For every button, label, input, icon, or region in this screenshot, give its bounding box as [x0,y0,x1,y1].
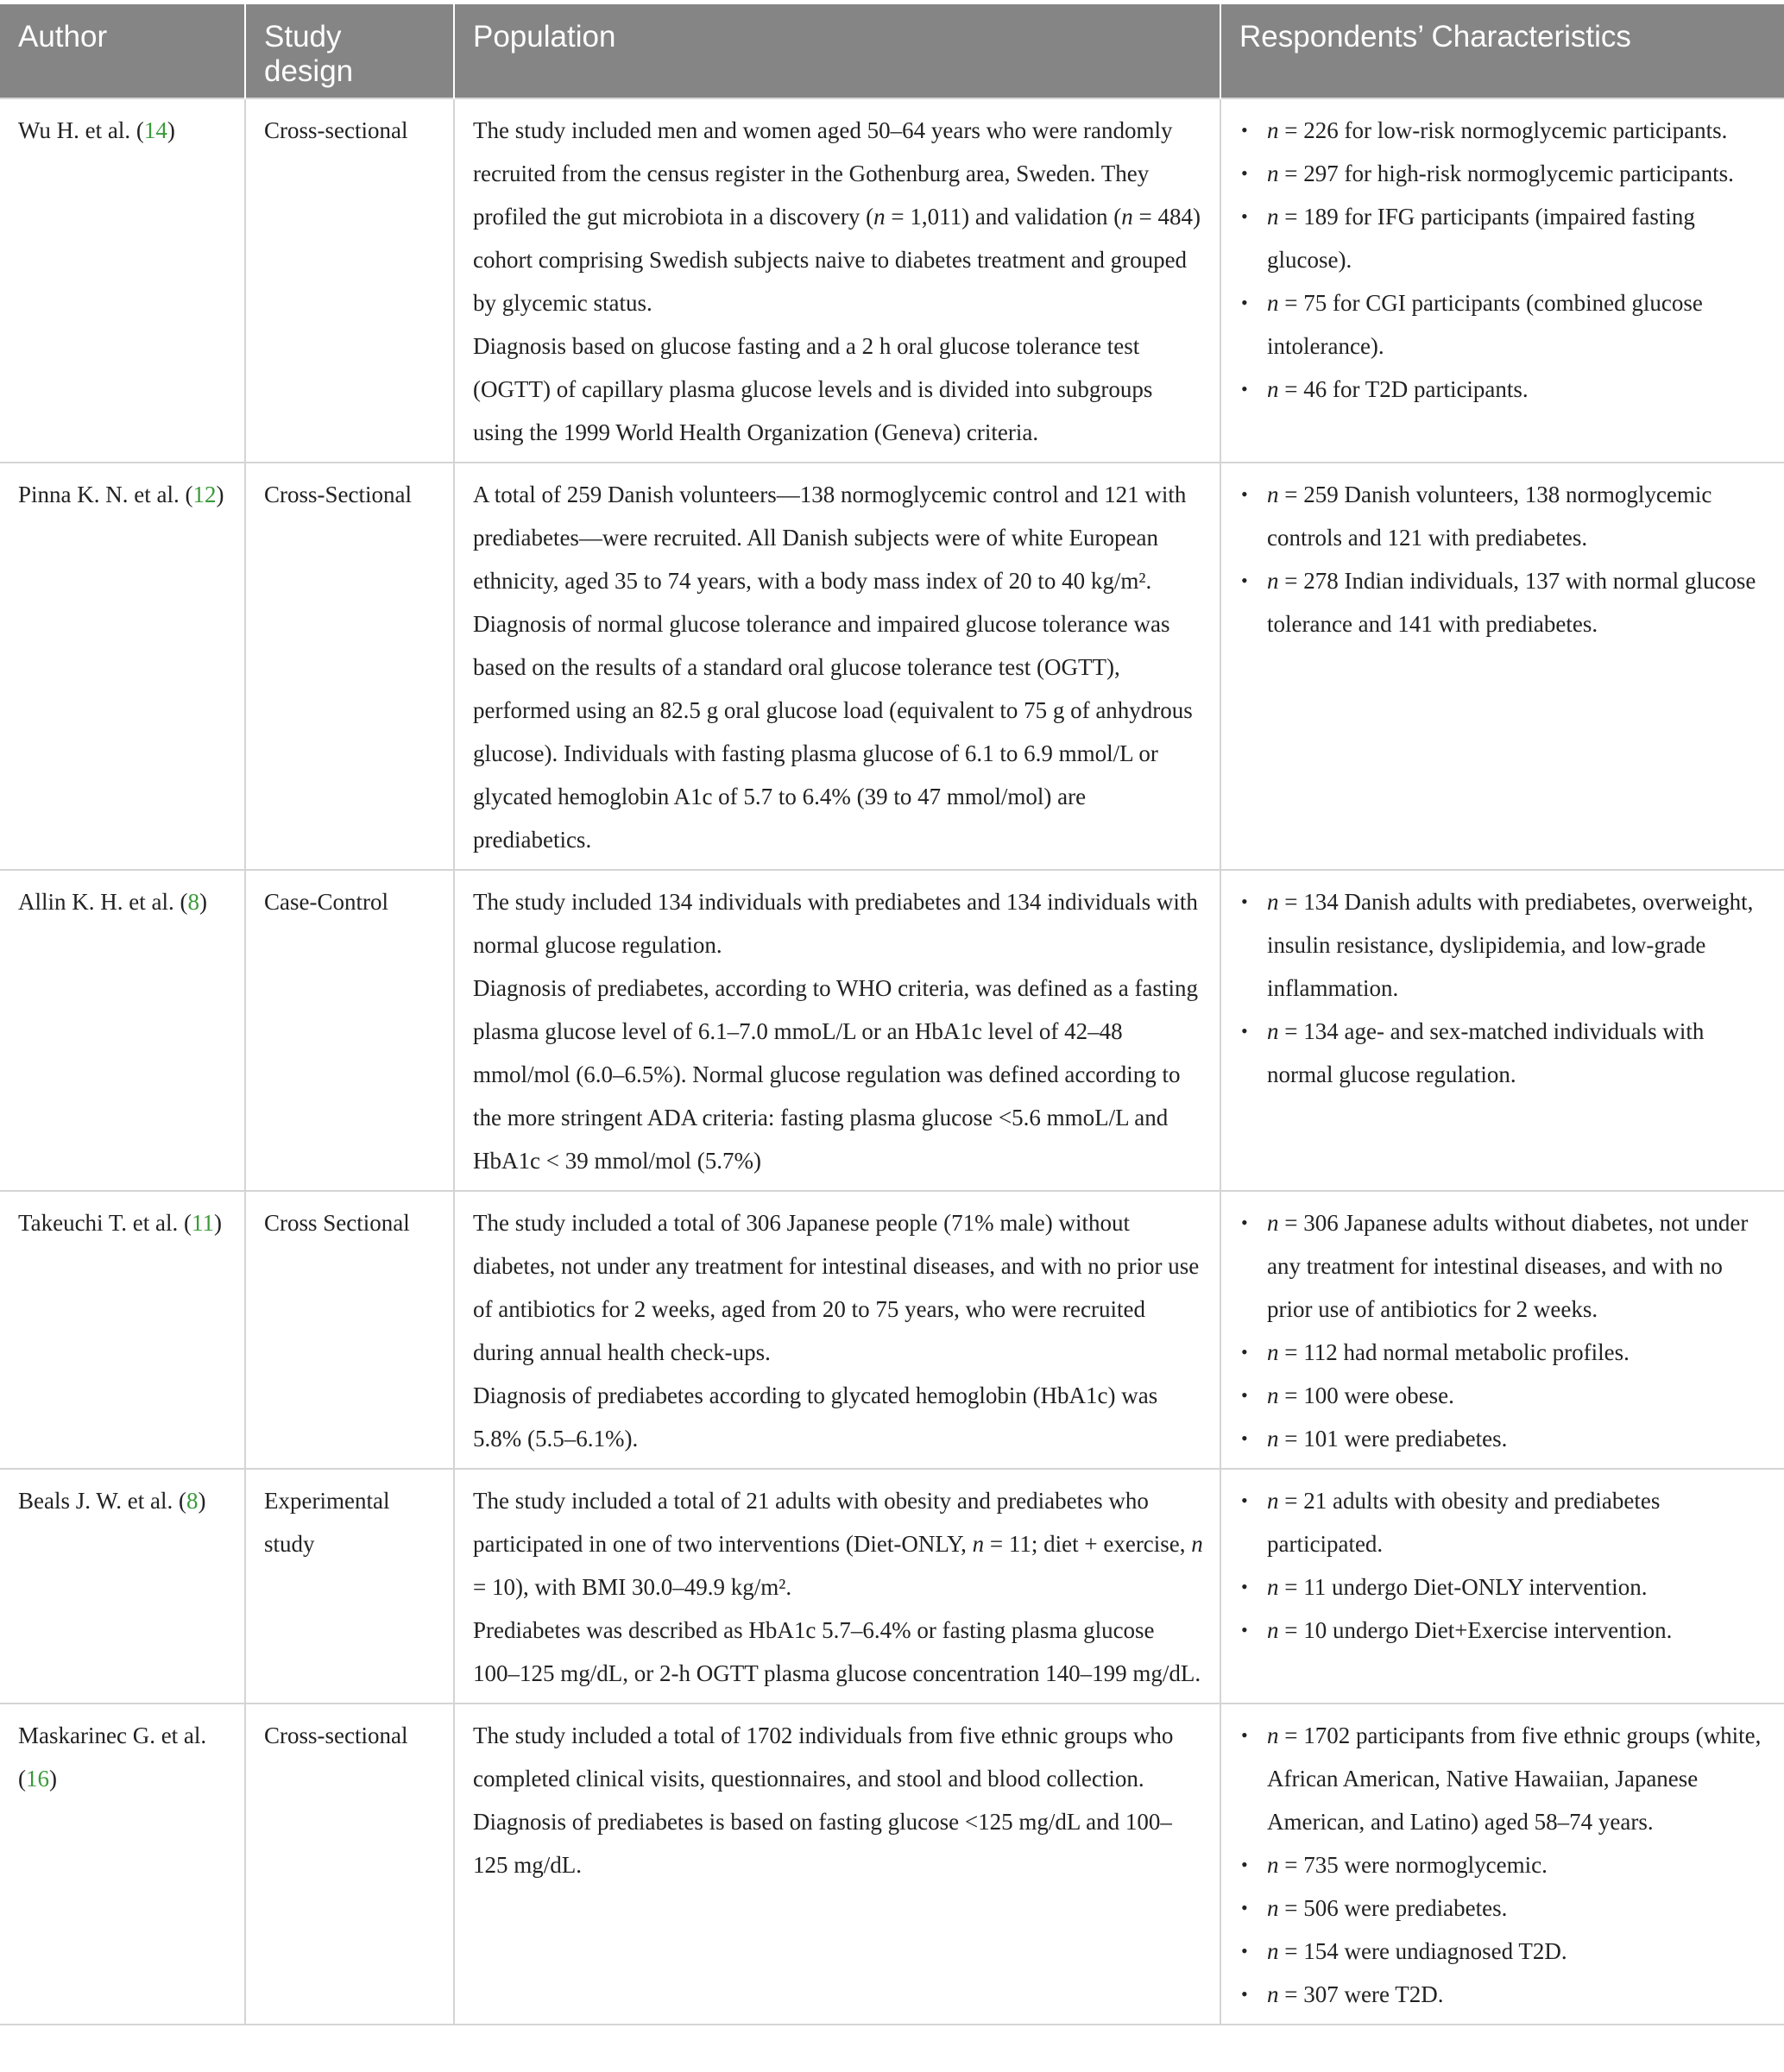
list-item: • n = 75 for CGI participants (combined glucose intolerance). [1239,281,1768,368]
table-row [0,1704,1784,2025]
author-cell: Allin K. H. et al. (8) [0,870,245,1191]
list-item: • n = 278 Indian individuals, 137 with normal glucose tolerance and 141 with prediabetes. [1239,559,1768,646]
reference-link[interactable]: 8 [186,1488,199,1514]
list-item: • n = 307 were T2D. [1239,1973,1768,2016]
study-design-cell: Experimental study [245,1469,454,1704]
study-table [0,4,1784,2025]
list-item: • n = 306 Japanese adults without diabetes, not under any treatment for intestinal diseases, and with no prior use of antibiotics for 2 weeks. [1239,1201,1768,1331]
list-item: • n = 46 for T2D participants. [1239,368,1768,411]
list-item: • n = 189 for IFG participants (impaired fasting glucose). [1239,195,1768,281]
list-item: • n = 101 were prediabetes. [1239,1417,1768,1460]
population-cell [454,1469,1220,1704]
table-row [0,1469,1784,1704]
characteristics-list [1239,1201,1768,1460]
reference-link[interactable]: 12 [192,482,217,507]
header-author: Author [0,4,245,98]
characteristics-list [1239,109,1768,411]
author-cell: Wu H. et al. (14) [0,98,245,463]
study-design-cell: Case-Control [245,870,454,1191]
list-item: • n = 154 were undiagnosed T2D. [1239,1930,1768,1973]
author-name: Allin K. H. et al. [18,889,174,915]
author-cell: Maskarinec G. et al. (16) [0,1704,245,2025]
population-paragraph: The study included men and women aged 50–64 years who were randomly recruited from the census register in the Gothenburg area, Sweden. They profiled the gut microbiota in a discovery (n = 1,011) and validation (n = 484) cohort comprising Swedish subjects naive to diabetes treatment and grouped by glycemic status. [473,117,1201,316]
population-paragraph: Diagnosis of prediabetes is based on fasting glucose <125 mg/dL and 100–125 mg/dL. [473,1809,1172,1878]
list-item: • n = 112 had normal metabolic profiles. [1239,1331,1768,1374]
characteristics-list [1239,880,1768,1096]
list-item: • n = 297 for high-risk normoglycemic participants. [1239,152,1768,195]
population-paragraph: The study included a total of 1702 individuals from five ethnic groups who completed clinical visits, questionnaires, and stool and blood collection. [473,1722,1174,1792]
table-row [0,463,1784,870]
list-item: • n = 735 were normoglycemic. [1239,1843,1768,1886]
characteristics-cell [1220,1469,1784,1704]
population-cell [454,1704,1220,2025]
author-name: Takeuchi T. et al. [18,1210,179,1236]
population-paragraph: Diagnosis of prediabetes, according to WHO criteria, was defined as a fasting plasma glucose level of 6.1–7.0 mmoL/L or an HbA1c level of 42–48 mmol/mol (6.0–6.5%). Normal glucose regulation was defined according to the more stringent ADA criteria: fasting plasma glucose <5.6 mmoL/L and HbA1c < 39 mmol/mol (5.7%) [473,975,1198,1174]
table-body [0,98,1784,2025]
list-item: • n = 11 undergo Diet-ONLY intervention. [1239,1565,1768,1609]
population-cell [454,98,1220,463]
reference-link[interactable]: 8 [187,889,199,915]
population-cell [454,463,1220,870]
population-paragraph: Prediabetes was described as HbA1c 5.7–6.4% or fasting plasma glucose 100–125 mg/dL, or 2-h OGTT plasma glucose concentration 140–199 mg/dL. [473,1617,1201,1686]
list-item: • n = 10 undergo Diet+Exercise intervention. [1239,1609,1768,1652]
list-item: • n = 21 adults with obesity and prediabetes participated. [1239,1479,1768,1565]
author-name: Pinna K. N. et al. [18,482,180,507]
header-study-design: Study design [245,4,454,98]
list-item: • n = 226 for low-risk normoglycemic participants. [1239,109,1768,152]
author-name: Wu H. et al. [18,117,131,143]
list-item: • n = 506 were prediabetes. [1239,1886,1768,1930]
author-name: Maskarinec G. et al. [18,1722,207,1748]
population-paragraph: The study included 134 individuals with prediabetes and 134 individuals with normal glucose regulation. [473,889,1198,958]
population-paragraph: The study included a total of 306 Japanese people (71% male) without diabetes, not under any treatment for intestinal diseases, and with no prior use of antibiotics for 2 weeks, aged from 20 to 75 years, who were recruited during annual health check-ups. [473,1210,1200,1365]
population-paragraph: Diagnosis of normal glucose tolerance and impaired glucose tolerance was based on the results of a standard oral glucose tolerance test (OGTT), performed using an 82.5 g oral glucose load (equivalent to 75 g of anhydrous glucose). Individuals with fasting plasma glucose of 6.1 to 6.9 mmol/L or glycated hemoglobin A1c of 5.7 to 6.4% (39 to 47 mmol/mol) are prediabetics. [473,611,1193,853]
author-cell: Pinna K. N. et al. (12) [0,463,245,870]
reference-link[interactable]: 16 [26,1766,49,1792]
population-paragraph: A total of 259 Danish volunteers—138 normoglycemic control and 121 with prediabetes—were recruited. All Danish subjects were of white European ethnicity, aged 35 to 74 years, with a body mass index of 20 to 40 kg/m². [473,482,1187,594]
table-row [0,1191,1784,1469]
author-cell: Takeuchi T. et al. (11) [0,1191,245,1469]
characteristics-cell [1220,1704,1784,2025]
study-design-cell: Cross-sectional [245,98,454,463]
author-name: Beals J. W. et al. [18,1488,173,1514]
list-item: • n = 134 age- and sex-matched individuals with normal glucose regulation. [1239,1010,1768,1096]
population-paragraph: Diagnosis of prediabetes according to glycated hemoglobin (HbA1c) was 5.8% (5.5–6.1%). [473,1382,1158,1452]
characteristics-cell [1220,98,1784,463]
reference-link[interactable]: 11 [192,1210,215,1236]
list-item: • n = 134 Danish adults with prediabetes, overweight, insulin resistance, dyslipidemia, and low-grade inflammation. [1239,880,1768,1010]
characteristics-list [1239,1714,1768,2016]
list-item: • n = 1702 participants from five ethnic groups (white, African American, Native Hawaiian, Japanese American, and Latino) aged 58–74 years. [1239,1714,1768,1843]
characteristics-cell [1220,870,1784,1191]
population-paragraph: The study included a total of 21 adults with obesity and prediabetes who participated in one of two interventions (Diet-ONLY, n = 11; diet + exercise, n = 10), with BMI 30.0–49.9 kg/m². [473,1488,1203,1600]
header-population: Population [454,4,1220,98]
header-row [0,4,1784,98]
characteristics-cell [1220,1191,1784,1469]
author-cell: Beals J. W. et al. (8) [0,1469,245,1704]
characteristics-list [1239,473,1768,646]
table-header [0,4,1784,98]
study-design-cell: Cross-Sectional [245,463,454,870]
header-characteristics: Respondents’ Characteristics [1220,4,1784,98]
reference-link[interactable]: 14 [143,117,167,143]
study-design-cell: Cross Sectional [245,1191,454,1469]
population-cell [454,870,1220,1191]
characteristics-list [1239,1479,1768,1652]
list-item: • n = 259 Danish volunteers, 138 normoglycemic controls and 121 with prediabetes. [1239,473,1768,559]
list-item: • n = 100 were obese. [1239,1374,1768,1417]
table-row [0,98,1784,463]
population-paragraph: Diagnosis based on glucose fasting and a 2 h oral glucose tolerance test (OGTT) of capillary plasma glucose levels and is divided into subgroups using the 1999 World Health Organization (Geneva) criteria. [473,333,1153,445]
study-design-cell: Cross-sectional [245,1704,454,2025]
characteristics-cell [1220,463,1784,870]
table-row [0,870,1784,1191]
population-cell [454,1191,1220,1469]
